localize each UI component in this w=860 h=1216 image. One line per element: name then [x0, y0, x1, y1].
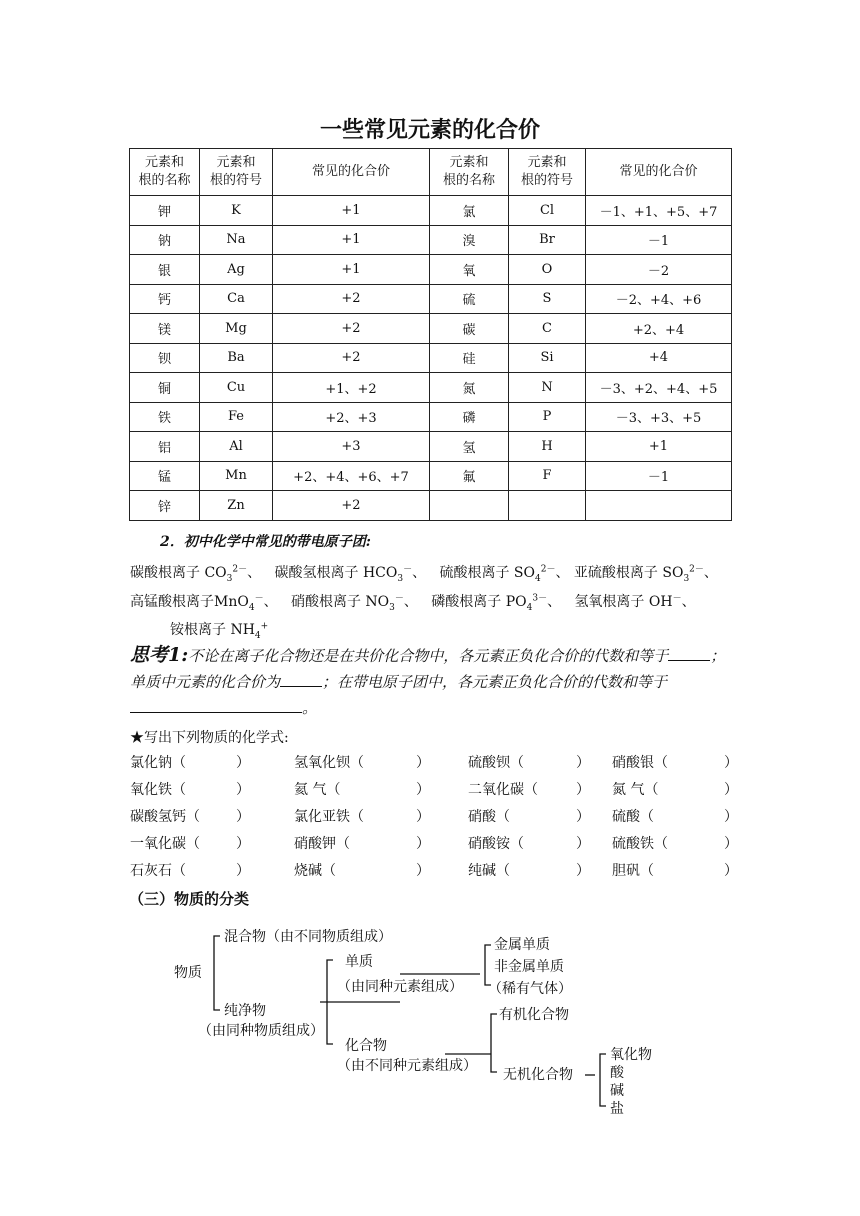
section-heading: 2．初中化学中常见的带电原子团:	[160, 534, 371, 550]
table-cell: Si	[509, 343, 586, 373]
formula-item-close: ）	[576, 809, 590, 825]
ion-item: 氢氧根离子 OH－、	[574, 593, 696, 610]
ion-sub: 4	[526, 602, 533, 613]
answer-blank-1[interactable]	[668, 644, 710, 661]
think-end: 。	[302, 699, 318, 717]
table-cell: +2、+4、+6、+7	[273, 461, 430, 491]
node-element-sub: （由同种元素组成）	[337, 979, 463, 995]
formula-item-close: ）	[724, 809, 738, 825]
table-cell: －1	[586, 225, 732, 255]
table-cell: C	[509, 314, 586, 344]
table-cell	[509, 491, 586, 521]
table-cell: Mg	[200, 314, 273, 344]
ion-item: 碳酸根离子 $CO_3^{2-}$、	[130, 564, 271, 584]
table-cell: 钙	[130, 284, 200, 314]
ion-sub: 4	[534, 573, 541, 584]
table-cell: +1	[273, 255, 430, 285]
header-name-1: 元素和 根的名称	[138, 155, 191, 188]
table-row	[130, 284, 732, 314]
table-cell: 铜	[130, 373, 200, 403]
formula-item[interactable]	[612, 752, 738, 772]
ion-item: 硝酸根离子 $NO_3^-$、	[290, 593, 427, 613]
ion-sub: 3	[389, 602, 395, 613]
formula-item-label: 硝酸银（	[612, 755, 668, 771]
think-text-1: 不论在离子化合物还是在共价化合物中，各元素正负化合价的代数和等于	[188, 647, 669, 665]
table-cell: N	[509, 373, 586, 403]
header-symbol-2: 元素和 根的符号	[520, 155, 573, 188]
ion-formula: OH	[648, 593, 673, 610]
formula-item[interactable]	[468, 860, 590, 880]
table-cell: 钾	[130, 196, 200, 226]
node-mixture: 混合物（由不同物质组成）	[224, 929, 392, 945]
node-nonmetal: 非金属单质	[494, 959, 564, 975]
formula-item-label: 胆矾（	[612, 863, 654, 879]
table-cell: 氟	[430, 461, 509, 491]
formula-item[interactable]	[130, 752, 250, 772]
formula-item-label: 纯碱（	[468, 863, 510, 879]
ion-sub: 3	[397, 573, 404, 584]
header-symbol-1: 元素和 根的符号	[209, 155, 262, 188]
table-cell: Cu	[200, 373, 273, 403]
table-cell: 钡	[130, 343, 200, 373]
ion-formula: CO	[204, 564, 227, 581]
table-cell: P	[509, 402, 586, 432]
page-title: 一些常见元素的化合价	[319, 118, 540, 143]
formula-item[interactable]	[130, 806, 250, 826]
formula-item[interactable]	[294, 806, 430, 826]
ion-sub: 3	[683, 573, 690, 584]
formula-item-label: 硫酸铁（	[612, 836, 668, 852]
table-cell: +1、+2	[273, 373, 430, 403]
ion-sup: －	[672, 593, 682, 603]
write-heading: ★写出下列物质的化学式:	[130, 730, 289, 746]
table-cell: Br	[509, 225, 586, 255]
formula-item-close: ）	[724, 836, 738, 852]
formula-item[interactable]	[294, 833, 430, 853]
formula-grid	[130, 752, 738, 887]
table-cell: 铁	[130, 402, 200, 432]
table-cell: 氯	[430, 196, 509, 226]
ion-sup: 3－	[532, 593, 548, 603]
ion-sub: 4	[254, 630, 261, 641]
table-cell: S	[509, 284, 586, 314]
node-pure: 纯净物	[224, 1003, 266, 1019]
table-cell: +2、+3	[273, 402, 430, 432]
formula-item-close: ）	[416, 836, 430, 852]
formula-item-label: 碳酸氢钙（	[130, 809, 200, 825]
table-cell: +1	[586, 432, 732, 462]
ion-formula: HCO	[362, 564, 398, 581]
table-cell: K	[200, 196, 273, 226]
formula-item[interactable]	[294, 752, 430, 772]
bracket-compound	[491, 1014, 497, 1072]
table-cell: 氧	[430, 255, 509, 285]
table-cell: －1	[586, 461, 732, 491]
table-cell: 锌	[130, 491, 200, 521]
node-organic: 有机化合物	[499, 1007, 569, 1023]
formula-item[interactable]	[612, 779, 738, 799]
node-salt: 盐	[610, 1101, 624, 1117]
ion-sup: 2－	[232, 564, 248, 574]
formula-item-label: 硫酸（	[612, 809, 654, 825]
formula-item-close: ）	[724, 863, 738, 879]
table-cell: －2、+4、+6	[586, 284, 732, 314]
table-cell	[586, 491, 732, 521]
formula-item-close: ）	[416, 809, 430, 825]
ion-sub: 3	[226, 573, 233, 584]
formula-item-close: ）	[236, 836, 250, 852]
formula-item-close: ）	[724, 755, 738, 771]
table-cell: －3、+2、+4、+5	[586, 373, 732, 403]
formula-item[interactable]	[612, 806, 738, 826]
ion-line-1	[130, 561, 718, 583]
formula-item-label: 烧碱（	[294, 863, 336, 879]
formula-item-label: 氢氧化钡（	[294, 755, 364, 771]
formula-item-label: 二氧化碳（	[468, 782, 538, 798]
formula-item-label: 硝酸铵（	[468, 836, 524, 852]
table-cell: 溴	[430, 225, 509, 255]
formula-item-close: ）	[236, 863, 250, 879]
answer-blank-2[interactable]	[280, 670, 322, 687]
table-cell	[430, 491, 509, 521]
ion-item: 硫酸根离子 $SO_4^{2-}$、	[439, 564, 570, 584]
ion-sup: －	[394, 593, 404, 603]
formula-item-close: ）	[416, 863, 430, 879]
ion-formula: SO	[513, 564, 535, 581]
node-acid: 酸	[610, 1065, 624, 1081]
formula-item-label: 硝酸（	[468, 809, 510, 825]
formula-item[interactable]	[294, 860, 430, 880]
table-cell: 镁	[130, 314, 200, 344]
ion-name: 碳酸氢根离子	[274, 564, 359, 581]
table-cell: Fe	[200, 402, 273, 432]
table-row	[130, 225, 732, 255]
ion-line-3	[170, 619, 268, 641]
formula-item-close: ）	[236, 809, 250, 825]
table-cell: 氮	[430, 373, 509, 403]
node-metal: 金属单质	[494, 937, 550, 953]
ion-formula: NO	[365, 593, 390, 610]
header-name	[430, 149, 509, 196]
ion-item: 碳酸氢根离子 $HCO_3^-$、	[274, 564, 435, 584]
ion-name: 碳酸根离子	[130, 564, 200, 581]
ion-sup: +	[260, 621, 269, 632]
node-base: 碱	[610, 1083, 624, 1099]
classify-title: （三）物质的分类	[129, 890, 250, 908]
formula-item-close: ）	[724, 782, 738, 798]
think-question	[130, 642, 733, 721]
think-lead: 思考1:	[130, 644, 189, 666]
table-cell: 钠	[130, 225, 200, 255]
table-cell: +2、+4	[586, 314, 732, 344]
formula-item-close: ）	[236, 782, 250, 798]
node-substance: 物质	[174, 965, 202, 981]
formula-item-label: 氦 气（	[294, 782, 341, 798]
node-noble: （稀有气体）	[488, 981, 572, 997]
ion-name: 亚硫酸根离子	[573, 564, 658, 581]
formula-item-label: 硫酸钡（	[468, 755, 524, 771]
table-cell: +2	[273, 343, 430, 373]
bracket-substance	[214, 936, 220, 1010]
table-cell: F	[509, 461, 586, 491]
table-cell: 硫	[430, 284, 509, 314]
formula-item[interactable]	[612, 833, 738, 853]
formula-item-label: 氮 气（	[612, 782, 659, 798]
formula-row	[130, 833, 738, 860]
formula-row	[130, 860, 738, 887]
table-cell: +2	[273, 284, 430, 314]
table-cell: 铝	[130, 432, 200, 462]
table-cell: Al	[200, 432, 273, 462]
table-cell: +3	[273, 432, 430, 462]
classification-diagram	[170, 920, 660, 1120]
ion-line-2	[130, 590, 696, 612]
ion-formula: PO	[505, 593, 527, 610]
formula-item[interactable]	[130, 833, 250, 853]
header-name	[130, 149, 200, 196]
node-oxide: 氧化物	[610, 1047, 652, 1063]
table-cell: 磷	[430, 402, 509, 432]
table-row	[130, 314, 732, 344]
formula-item-close: ）	[576, 863, 590, 879]
table-row	[130, 373, 732, 403]
valence-table	[129, 148, 732, 521]
formula-item-label: 石灰石（	[130, 863, 186, 879]
ion-sup: －	[403, 564, 413, 574]
table-cell: Ba	[200, 343, 273, 373]
formula-item-label: 氯化亚铁（	[294, 809, 364, 825]
table-cell: H	[509, 432, 586, 462]
ion-name: 硝酸根离子	[290, 593, 361, 610]
ion-item: 高锰酸根离子MnO$_4$－、	[130, 593, 287, 613]
node-element: 单质	[345, 954, 373, 970]
table-header-row	[130, 149, 732, 196]
node-compound: 化合物	[345, 1038, 387, 1054]
think-text-2: ；单质中元素的化合价为	[130, 647, 726, 691]
formula-item[interactable]	[130, 779, 250, 799]
node-pure-sub: （由同种物质组成）	[198, 1023, 324, 1039]
formula-row	[130, 779, 738, 806]
answer-blank-3[interactable]	[130, 696, 302, 713]
formula-item-close: ）	[576, 755, 590, 771]
table-cell: +1	[273, 225, 430, 255]
ion-name: 硫酸根离子	[439, 564, 510, 581]
ion-formula: MnO	[214, 593, 249, 610]
formula-item-close: ）	[236, 755, 250, 771]
ion-item: 亚硫酸根离子 $SO_3^{2-}$、	[573, 564, 718, 584]
formula-item-label: 一氧化碳（	[130, 836, 200, 852]
formula-item-close: ）	[576, 782, 590, 798]
node-compound-sub: （由不同种元素组成）	[337, 1058, 477, 1074]
ion-name: 铵根离子	[170, 622, 226, 638]
ion-name: 高锰酸根离子	[130, 593, 214, 610]
formula-item-label: 硝酸钾（	[294, 836, 350, 852]
table-cell: 锰	[130, 461, 200, 491]
table-row	[130, 432, 732, 462]
formula-item[interactable]	[294, 779, 430, 799]
ion-formula: NH	[230, 622, 255, 638]
header-valence: 常见的化合价	[273, 149, 430, 196]
header-symbol	[509, 149, 586, 196]
ion-name: 磷酸根离子	[431, 593, 502, 610]
table-cell: +1	[273, 196, 430, 226]
table-cell: 硅	[430, 343, 509, 373]
ion-sup: 2－	[540, 564, 556, 574]
formula-item-close: ）	[416, 782, 430, 798]
table-cell: +4	[586, 343, 732, 373]
formula-item-label: 氯化钠（	[130, 755, 186, 771]
formula-item[interactable]	[468, 833, 590, 853]
ion-formula: SO	[662, 564, 684, 581]
formula-row	[130, 752, 738, 779]
formula-item-close: ）	[416, 755, 430, 771]
table-row	[130, 461, 732, 491]
table-row	[130, 255, 732, 285]
table-cell: O	[509, 255, 586, 285]
ion-item: 磷酸根离子 $PO_4^{3-}$、	[431, 593, 570, 613]
table-cell: Cl	[509, 196, 586, 226]
table-row	[130, 491, 732, 521]
think-text-3: ；在带电原子团中，各元素正负化合价的代数和等于	[322, 673, 668, 691]
table-cell: －2	[586, 255, 732, 285]
table-cell: －3、+3、+5	[586, 402, 732, 432]
ion-sup: 2－	[689, 564, 704, 574]
bracket-element	[485, 945, 491, 985]
header-symbol	[200, 149, 273, 196]
formula-item-label: 氧化铁（	[130, 782, 186, 798]
table-cell: Ag	[200, 255, 273, 285]
table-cell: Na	[200, 225, 273, 255]
table-cell: Mn	[200, 461, 273, 491]
formula-item[interactable]	[468, 752, 590, 772]
table-cell: 氢	[430, 432, 509, 462]
formula-item-close: ）	[576, 836, 590, 852]
table-cell: Ca	[200, 284, 273, 314]
table-cell: Zn	[200, 491, 273, 521]
bracket-inorganic	[600, 1054, 606, 1106]
table-cell: 银	[130, 255, 200, 285]
table-cell: +2	[273, 314, 430, 344]
table-row	[130, 402, 732, 432]
formula-row	[130, 806, 738, 833]
ion-name: 氢氧根离子	[574, 593, 645, 610]
table-row	[130, 196, 732, 226]
node-inorganic: 无机化合物	[503, 1067, 573, 1083]
table-row	[130, 343, 732, 373]
header-name-2: 元素和 根的名称	[442, 155, 495, 188]
formula-item[interactable]	[130, 860, 250, 880]
ion-item	[170, 621, 269, 641]
formula-item[interactable]	[468, 779, 590, 799]
ion-sup: －	[254, 593, 264, 603]
ion-sub: 4	[248, 602, 255, 613]
table-cell: 碳	[430, 314, 509, 344]
table-cell: +2	[273, 491, 430, 521]
formula-item[interactable]	[468, 806, 590, 826]
header-valence: 常见的化合价	[586, 149, 732, 196]
formula-item[interactable]	[612, 860, 738, 880]
table-cell: －1、+1、+5、+7	[586, 196, 732, 226]
